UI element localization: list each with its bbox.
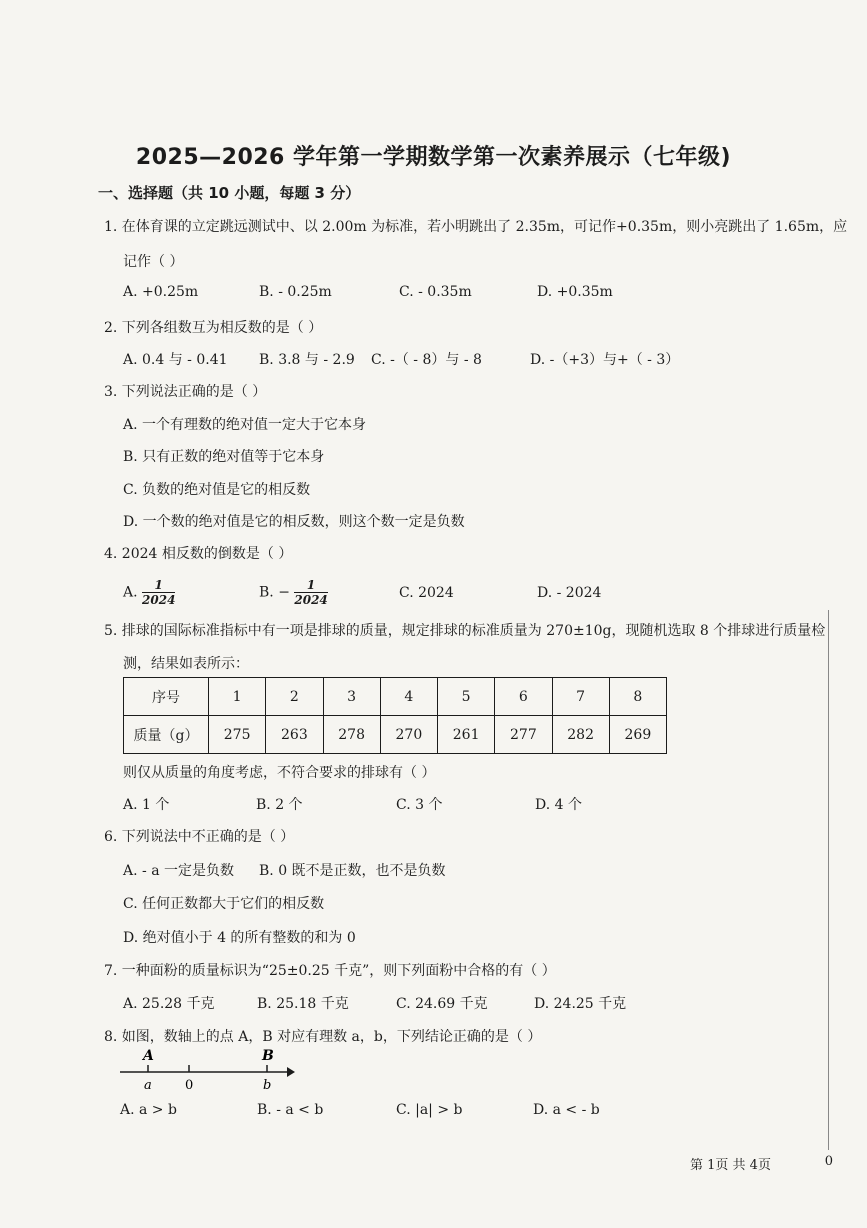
zero-label: 0 xyxy=(185,1078,194,1093)
q8-option-b: B. - a < b xyxy=(257,1102,324,1118)
value-a-label: a xyxy=(144,1078,152,1093)
page-footer: 第 1页 共 4页 xyxy=(690,1158,771,1173)
table-cell: 278 xyxy=(323,716,380,754)
q8-option-a: A. a > b xyxy=(120,1102,177,1118)
table-cell: 282 xyxy=(552,716,609,754)
table-row xyxy=(124,716,667,754)
q7-stem: 7. 一种面粉的质量标识为“25±0.25 千克”，则下列面粉中合格的有（ ） xyxy=(104,963,556,979)
table-cell: 261 xyxy=(438,716,495,754)
q7-option-b: B. 25.18 千克 xyxy=(257,996,349,1012)
q4-option-a-label: A. xyxy=(123,584,138,601)
table-cell: 5 xyxy=(438,678,495,716)
q1-option-b: B. - 0.25m xyxy=(259,284,332,300)
q4-option-b-label: B. − xyxy=(259,584,290,601)
point-b-label: B xyxy=(262,1048,274,1064)
q4-option-b xyxy=(259,578,328,607)
q1-option-a: A. +0.25m xyxy=(123,284,199,300)
scan-edge-line xyxy=(828,610,829,1150)
q6-option-b: B. 0 既不是正数，也不是负数 xyxy=(259,863,446,879)
q3-option-c: C. 负数的绝对值是它的相反数 xyxy=(123,482,311,498)
q8-option-c: C. |a| > b xyxy=(396,1102,463,1118)
fraction-numerator: 1 xyxy=(142,578,175,593)
q8-stem: 8. 如图，数轴上的点 A，B 对应有理数 a，b，下列结论正确的是（ ） xyxy=(104,1029,542,1045)
q5-option-a: A. 1 个 xyxy=(123,797,170,813)
q3-option-a: A. 一个有理数的绝对值一定大于它本身 xyxy=(123,417,367,433)
q6-stem: 6. 下列说法中不正确的是（ ） xyxy=(104,829,295,845)
q6-option-a: A. - a 一定是负数 xyxy=(123,863,234,879)
table-cell: 2 xyxy=(266,678,323,716)
q7-option-d: D. 24.25 千克 xyxy=(534,996,627,1012)
value-b-label: b xyxy=(263,1078,272,1093)
page-title: 2025—2026 学年第一学期数学第一次素养展示（七年级) xyxy=(135,145,732,170)
q2-option-d: D. -（+3）与+（ - 3） xyxy=(530,352,680,368)
table-cell: 4 xyxy=(380,678,437,716)
table-header-mass: 质量（g） xyxy=(124,716,209,754)
q4-option-c: C. 2024 xyxy=(399,585,454,601)
q5-stem-line2: 测，结果如表所示： xyxy=(123,656,249,672)
number-line-arrow xyxy=(287,1067,295,1077)
table-header-number: 序号 xyxy=(124,678,209,716)
table-cell: 6 xyxy=(495,678,552,716)
q8-option-d: D. a < - b xyxy=(533,1102,600,1118)
q5-option-c: C. 3 个 xyxy=(396,797,443,813)
q5-option-b: B. 2 个 xyxy=(256,797,303,813)
q1-stem-line1: 1. 在体育课的立定跳远测试中、以 2.00m 为标准，若小明跳出了 2.35m，可记作+0.35m，则小亮跳出了 1.65m，应 xyxy=(104,219,848,235)
q6-option-c: C. 任何正数都大于它们的相反数 xyxy=(123,896,325,912)
q3-option-d: D. 一个数的绝对值是它的相反数，则这个数一定是负数 xyxy=(123,514,465,530)
q1-option-d: D. +0.35m xyxy=(537,284,613,300)
table-cell: 270 xyxy=(380,716,437,754)
q4-option-a xyxy=(123,578,175,607)
fraction-denominator: 2024 xyxy=(142,593,176,607)
q2-stem: 2. 下列各组数互为相反数的是（ ） xyxy=(104,320,323,336)
q5-question: 则仅从质量的角度考虑，不符合要求的排球有（ ） xyxy=(123,765,436,781)
table-cell: 8 xyxy=(609,678,666,716)
q4-option-b-fraction xyxy=(294,578,327,607)
q3-stem: 3. 下列说法正确的是（ ） xyxy=(104,384,267,400)
q7-option-c: C. 24.69 千克 xyxy=(396,996,488,1012)
table-cell: 277 xyxy=(495,716,552,754)
q6-option-d: D. 绝对值小于 4 的所有整数的和为 0 xyxy=(123,930,356,946)
q4-option-a-fraction xyxy=(142,578,175,607)
fraction-denominator: 2024 xyxy=(294,593,328,607)
table-cell: 269 xyxy=(609,716,666,754)
table-cell: 263 xyxy=(266,716,323,754)
q4-stem: 4. 2024 相反数的倒数是（ ） xyxy=(104,546,293,562)
table-cell: 275 xyxy=(209,716,266,754)
mass-table xyxy=(123,677,667,754)
edge-mark: 0 xyxy=(824,1154,833,1169)
q3-option-b: B. 只有正数的绝对值等于它本身 xyxy=(123,449,325,465)
q1-option-c: C. - 0.35m xyxy=(399,284,472,300)
fraction-numerator: 1 xyxy=(294,578,327,593)
q2-option-a: A. 0.4 与 - 0.41 xyxy=(123,352,228,368)
point-a-label: A xyxy=(143,1048,154,1064)
q5-option-d: D. 4 个 xyxy=(535,797,582,813)
table-cell: 1 xyxy=(209,678,266,716)
q2-option-b: B. 3.8 与 - 2.9 xyxy=(259,352,355,368)
table-cell: 3 xyxy=(323,678,380,716)
section-heading: 一、选择题（共 10 小题，每题 3 分） xyxy=(98,184,361,202)
number-line-figure xyxy=(115,1045,300,1093)
table-row xyxy=(124,678,667,716)
q4-option-d: D. - 2024 xyxy=(537,585,602,601)
q5-stem-line1: 5. 排球的国际标准指标中有一项是排球的质量，规定排球的标准质量为 270±10g，现随机选取 8 个排球进行质量检 xyxy=(104,623,826,639)
q7-option-a: A. 25.28 千克 xyxy=(123,996,215,1012)
q2-option-c: C. -（ - 8）与 - 8 xyxy=(371,352,482,368)
q1-stem-line2: 记作（ ） xyxy=(123,254,184,270)
table-cell: 7 xyxy=(552,678,609,716)
